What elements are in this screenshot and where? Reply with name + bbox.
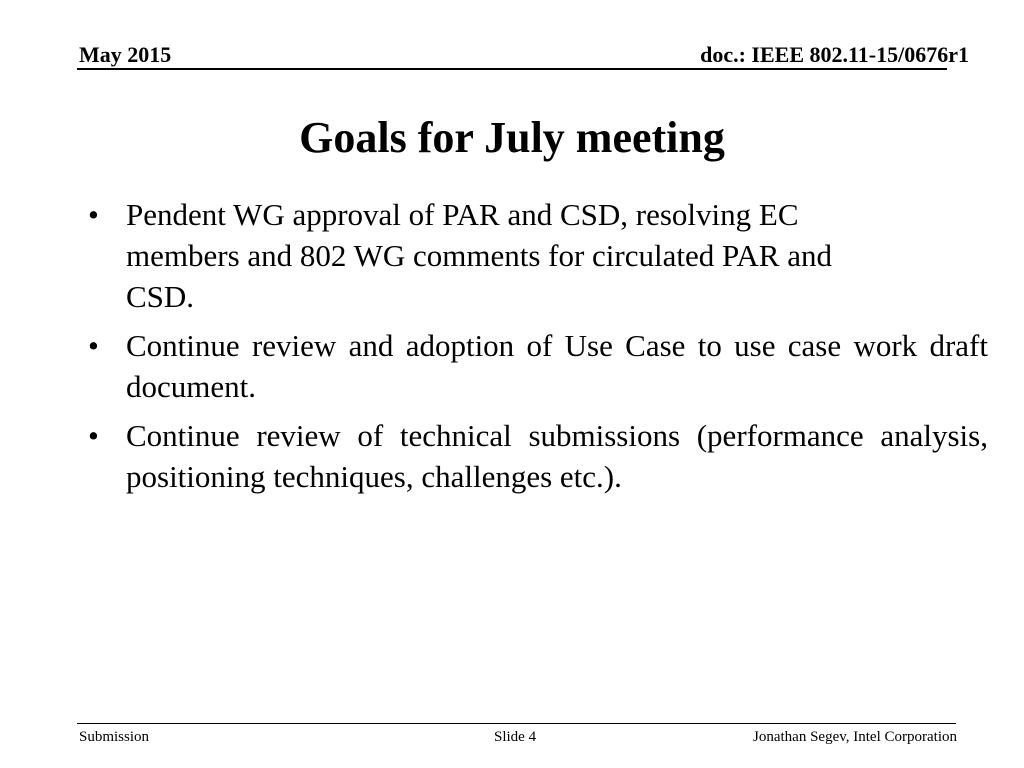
footer-author: Jonathan Segev, Intel Corporation	[753, 729, 957, 745]
slide-title: Goals for July meeting	[299, 113, 725, 162]
bullet-item-technical-submissions	[80, 415, 988, 497]
bullet-icon: •	[88, 328, 99, 363]
bullet-icon: •	[88, 197, 99, 232]
bullet-item-par-csd	[80, 194, 988, 317]
header-date: May 2015	[79, 42, 172, 67]
bullet-list	[80, 194, 988, 505]
bullet-text: Continue review and adoption of Use Case to use case work draft document.	[126, 328, 988, 404]
bullet-item-use-case	[80, 325, 988, 407]
bullet-icon: •	[88, 418, 99, 453]
bullet-text: Continue review of technical submissions (performance analysis, positioning techniques, challenges etc.).	[126, 418, 988, 494]
footer-submission: Submission	[79, 729, 150, 745]
footer-divider	[77, 723, 956, 724]
header-divider	[77, 68, 947, 70]
header-doc-id: doc.: IEEE 802.11-15/0676r1	[700, 42, 969, 67]
bullet-text: Pendent WG approval of PAR and CSD, resolving EC members and 802 WG comments for circulated PAR and CSD.	[126, 197, 832, 314]
footer-slide-number: Slide 4	[494, 729, 537, 745]
